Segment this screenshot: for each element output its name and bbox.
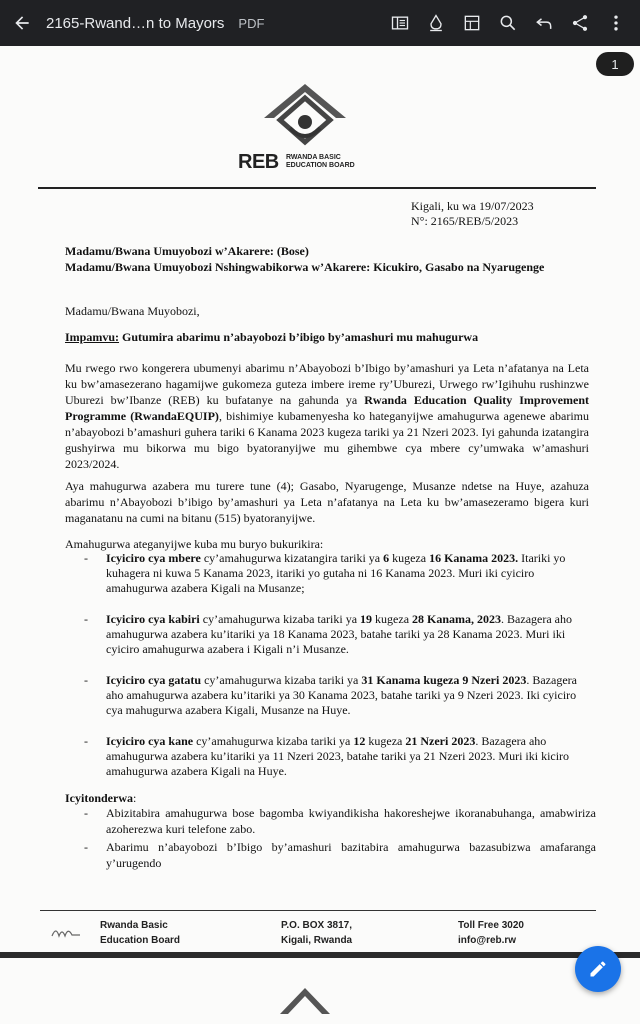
list-item: - Abizitabira amahugurwa bose bagomba kwiyandikisha hakoreshejwe ikoranabuhanga, amabwiriza azoherezwa kuri telefone zabo. [84,806,596,836]
place-date: Kigali, ku wa 19/07/2023 [411,199,534,213]
search-icon[interactable] [490,0,526,46]
paragraph-intro: Mu rwego rwo kongerera ubumenyi abarimu n’Abayobozi b’Ibigo by’amashuri ya Leta n’afatanya na Leta ku bw’amasezerano hagamijwe gukomeza guteza imbere ireme ry’Uburezi, Urwego rw’Igihuhu rushinzwe Uburezi bw’Ibanze (REB) ku bufatanye na gahunda ya Rwanda Education Quality Improvement Programme (RwandaEQUIP), bishimiye kubamenyesha ko hateganyijwe amahugurwa agenewe abarimu n’abayobozi b’amashuri guhera tariki 6 Kanama 2023 kugeza tariki ya 21 Nzeri 2023. Iyi gahunda izatangira gushyirwa mu bikorwa mu bigo byatoranyijwe mu gihembwe cya mbere cy’umwaka w’amashuri 2023/2024. [65,361,590,471]
edit-pencil-icon[interactable] [575,946,621,992]
addressee-block: Madamu/Bwana Umuyobozi w’Akarere: (Bose) Madamu/Bwana Umuyobozi Nshingwabikorwa w’Akarere: Kicukiro, Gasabo na Nyarugenge [65,244,545,274]
footer-rule [40,910,596,911]
list-item: - Icyiciro cya kabiri cy’amahugurwa kizaba tariki ya 19 kugeza 28 Kanama, 2023. Bazagera aho amahugurwa azabera ku’itariki ya 18 Kanama 2023, batahe tariki ya 28 Kanama 2023. Muri iki cyiciro amahugurwa azabera i Kigali n’i Musanze. [84,612,573,656]
footer-org: Rwanda Basic Education Board [100,920,181,946]
pdf-page [0,46,640,952]
bookmark-icon[interactable] [454,0,490,46]
ink-icon[interactable] [418,0,454,46]
more-vert-icon[interactable] [598,0,634,46]
file-type-label: PDF [238,15,265,31]
app-bar [0,0,640,46]
salutation: Madamu/Bwana Muyobozi, [65,304,200,318]
document-title: 2165-Rwand…n to Mayors [46,14,225,32]
list-item: - Icyiciro cya mbere cy’amahugurwa kizatangira tariki ya 6 kugeza 16 Kanama 2023. Itariki yo kuhagera ni kuwa 5 Kanama 2023, itariki yo gutaha ni 16 Kanama 2023. Muri iki cyiciro amahugurwa azabera Kigali na Musanze; [84,551,566,595]
reference-number: N°: 2165/REB/5/2023 [411,214,519,228]
notes-list [84,805,596,873]
share-icon[interactable] [562,0,598,46]
page-indicator: 1 [596,52,634,76]
reb-logo [278,986,332,1020]
pdf-page-next [0,958,640,1024]
notes-title: Icyitonderwa: [65,791,137,805]
footer-signature-mark [50,924,82,940]
list-item: - Abarimu n’abayobozi b’Ibigo by’amashuri bazitabira amahugurwa bazasubizwa amafaranga y’urugendo [84,840,596,870]
date-block [411,199,534,229]
schedule-list [84,551,592,795]
list-item: - Icyiciro cya gatatu cy’amahugurwa kizaba tariki ya 31 Kanama kugeza 9 Nzeri 2023. Bazagera aho amahugurwa azabera ku’itariki ya 30 Kanama 2023, batahe tariki ya 9 Nzeri 2023. Iki cyiciro cya mahugurwa azabera Kigali, Musanze na Huye. [84,673,577,717]
footer-contact: Toll Free 3020 info@reb.rw [458,920,524,946]
schedule-intro: Amahugurwa ateganyijwe kuba mu buryo bukurikira: [65,537,324,551]
list-item: - Icyiciro cya kane cy’amahugurwa kizaba tariki ya 12 kugeza 21 Nzeri 2023. Bazagera aho amahugurwa azabera ku’itariki ya 11 Nzeri 2023, batahe tariki ya 21 Nzeri 2023. Muri iki kiciro amahugurwa azabera Kigali na Huye. [84,734,570,778]
paragraph-districts: Aya mahugurwa azabera mu turere tune (4); Gasabo, Nyarugenge, Musanze ndetse na Huye, azahuza abarimu n’Abayobozi b’ibigo by’amashuri ya Leta n’afatanya na Leta ku bw’amasezeramo bigera kuri maganatanu na cumi na bitanu (515) byatoranyijwe. [65,479,589,525]
logo-wordmark: REB [238,151,279,173]
reader-mode-icon[interactable] [382,0,418,46]
undo-icon[interactable] [526,0,562,46]
subject-line: Impamvu: Gutumira abarimu n’abayobozi b’ibigo by’amashuri mu mahugurwa [65,330,479,344]
back-arrow-icon[interactable] [4,0,40,46]
logo-subtitle: RWANDA BASIC EDUCATION BOARD [286,154,355,169]
header-rule [38,187,596,189]
footer-address: P.O. BOX 3817, Kigali, Rwanda [281,920,353,946]
